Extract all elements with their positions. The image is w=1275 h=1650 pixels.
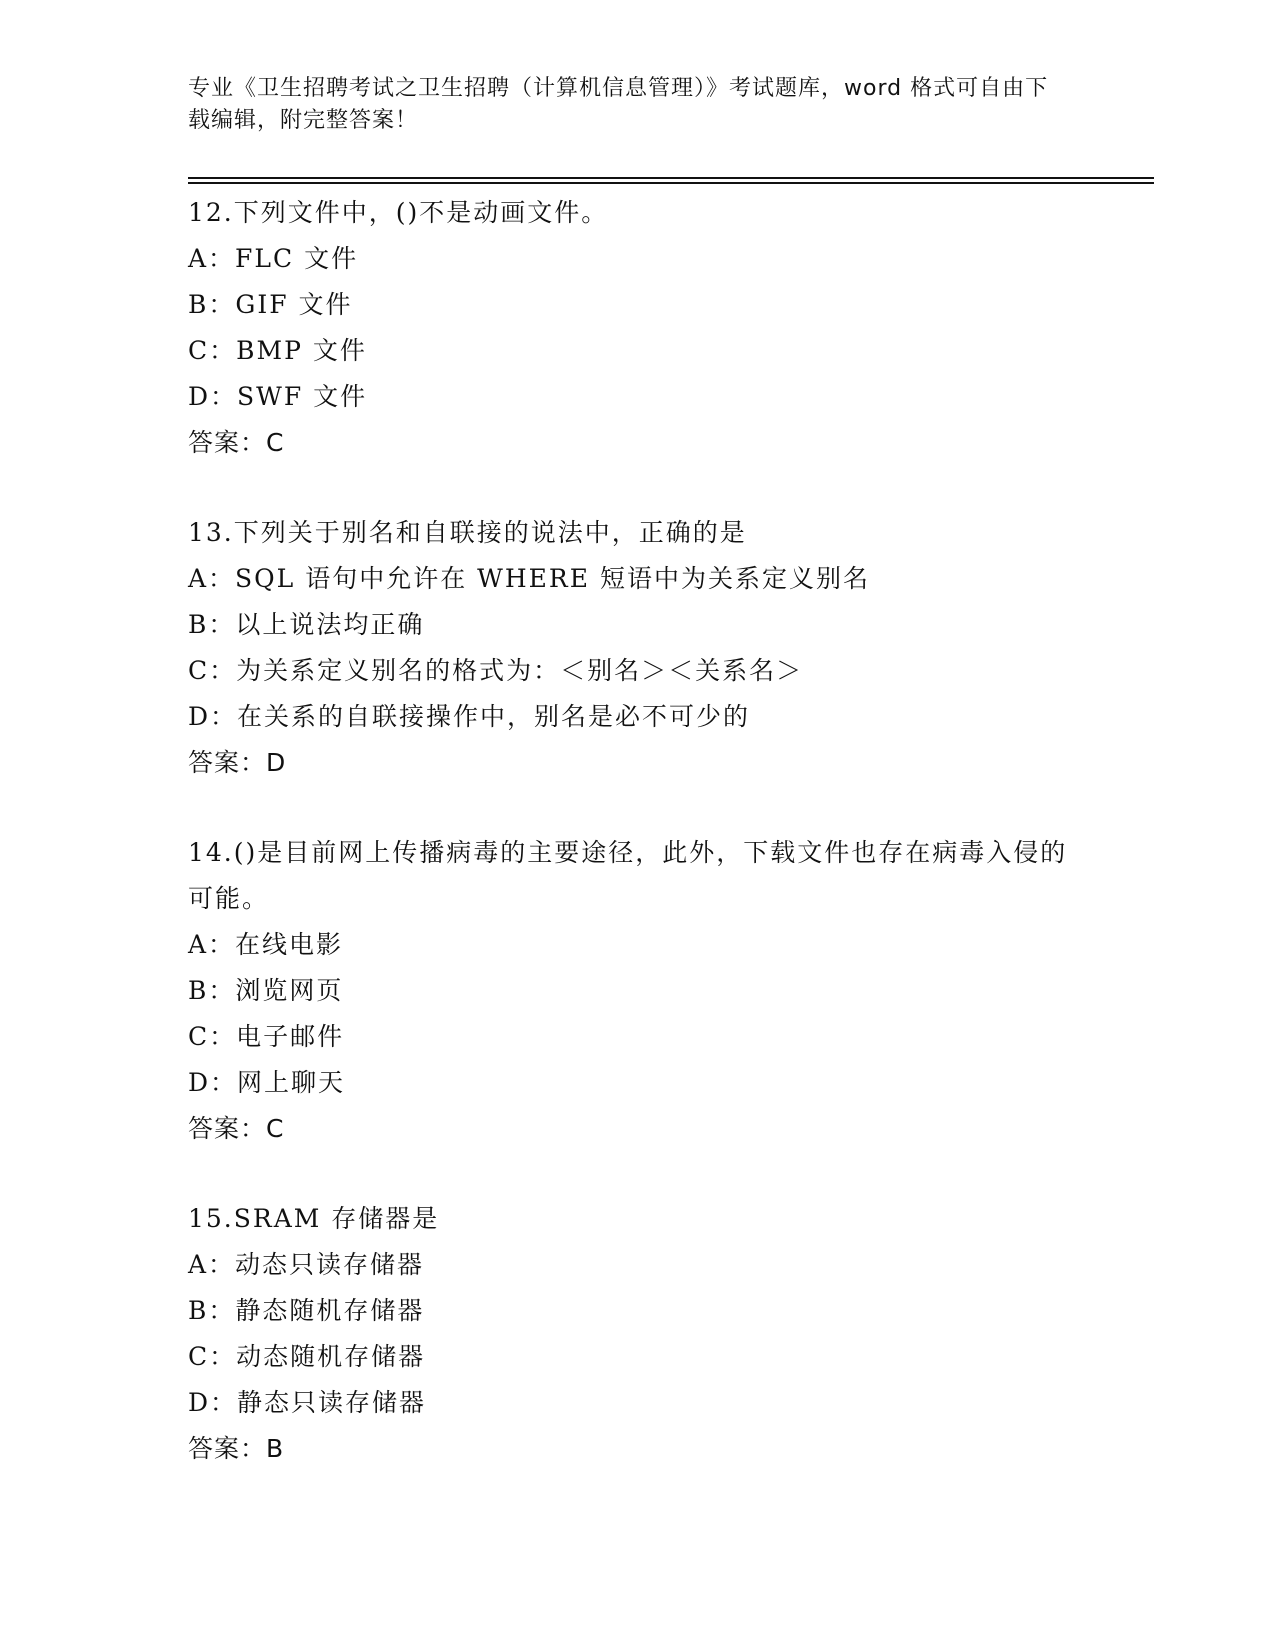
answer-key: 答案：D xyxy=(188,748,287,777)
question-stem: 13.下列关于别名和自联接的说法中，正确的是 xyxy=(188,518,747,547)
question-13 xyxy=(188,510,1088,786)
header-divider-bottom xyxy=(188,182,1154,184)
option-a: A：FLC 文件 xyxy=(188,244,359,273)
answer-key: 答案：C xyxy=(188,428,285,457)
option-c: C：动态随机存储器 xyxy=(188,1342,426,1371)
option-a: A：SQL 语句中允许在 WHERE 短语中为关系定义别名 xyxy=(188,564,870,593)
option-d: D：静态只读存储器 xyxy=(188,1388,427,1417)
option-a: A：动态只读存储器 xyxy=(188,1250,425,1279)
question-stem: 15.SRAM 存储器是 xyxy=(188,1204,440,1233)
option-b: B：以上说法均正确 xyxy=(188,610,425,639)
document-intro: 专业《卫生招聘考试之卫生招聘（计算机信息管理）》考试题库，word 格式可自由下载编辑，附完整答案！ xyxy=(188,76,1049,133)
question-list xyxy=(188,190,1088,1516)
question-14 xyxy=(188,830,1088,1152)
question-12 xyxy=(188,190,1088,466)
option-c: C：为关系定义别名的格式为：＜别名＞＜关系名＞ xyxy=(188,656,804,685)
header-divider-top xyxy=(188,177,1154,179)
option-d: D：网上聊天 xyxy=(188,1068,346,1097)
option-b: B：浏览网页 xyxy=(188,976,344,1005)
option-b: B：静态随机存储器 xyxy=(188,1296,425,1325)
option-a: A：在线电影 xyxy=(188,930,344,959)
option-d: D：SWF 文件 xyxy=(188,382,368,411)
option-d: D：在关系的自联接操作中，别名是必不可少的 xyxy=(188,702,751,731)
option-b: B：GIF 文件 xyxy=(188,290,353,319)
question-stem: 14.()是目前网上传播病毒的主要途径，此外，下载文件也存在病毒入侵的可能。 xyxy=(188,838,1068,913)
question-15 xyxy=(188,1196,1088,1472)
answer-key: 答案：B xyxy=(188,1434,285,1463)
answer-key: 答案：C xyxy=(188,1114,285,1143)
option-c: C：BMP 文件 xyxy=(188,336,367,365)
question-stem: 12.下列文件中，()不是动画文件。 xyxy=(188,198,609,227)
option-c: C：电子邮件 xyxy=(188,1022,345,1051)
